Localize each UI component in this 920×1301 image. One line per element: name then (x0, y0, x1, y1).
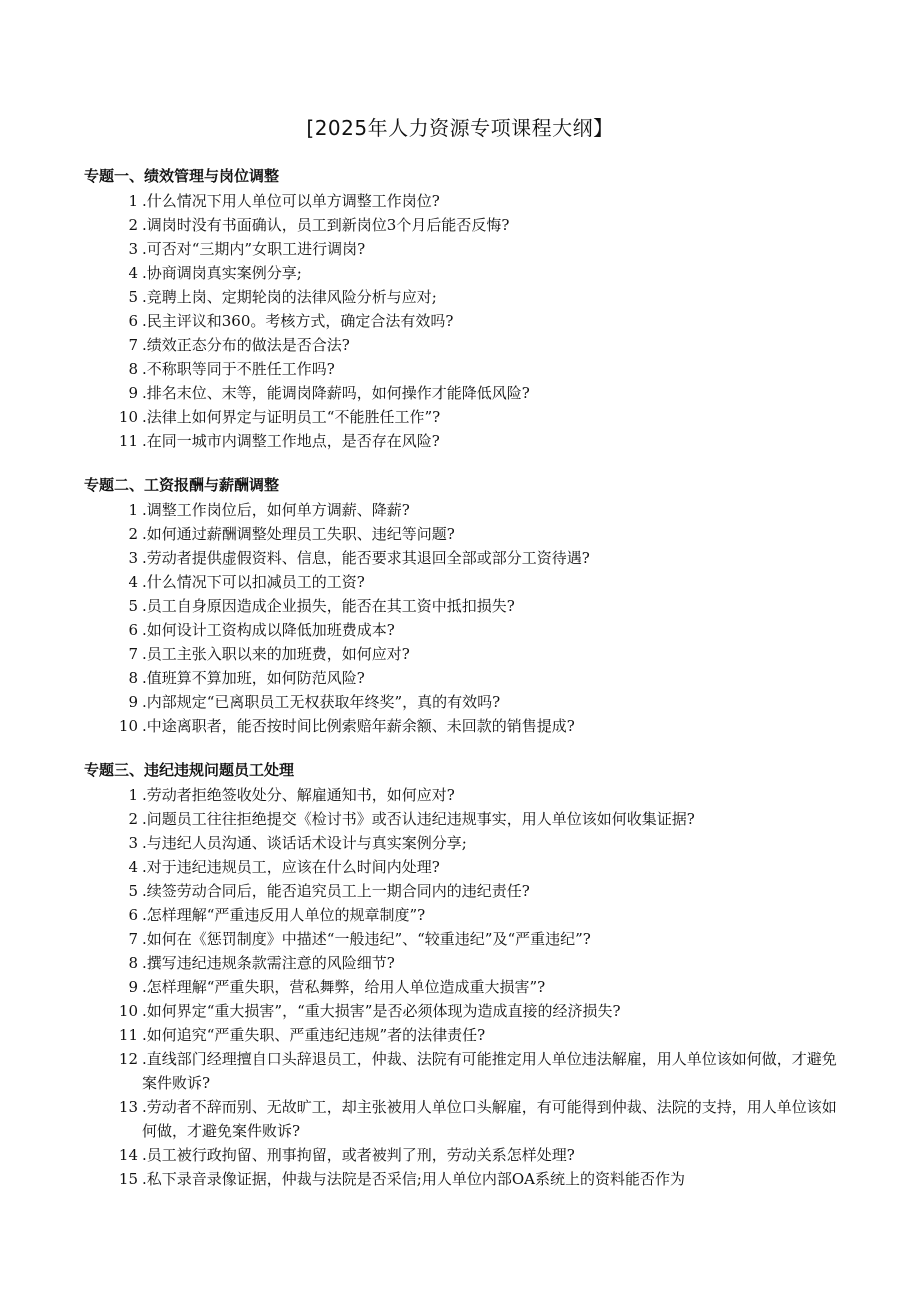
outline-item (84, 903, 844, 927)
outline-item (84, 690, 844, 714)
outline-item (84, 879, 844, 903)
item-text: .对于违纪违规员工，应该在什么时间内处理? (142, 858, 440, 876)
item-number: 4 (128, 573, 138, 591)
item-number: 9 (128, 693, 138, 711)
item-text: .如何追究“严重失职、严重违纪违规”者的法律责任? (142, 1026, 486, 1044)
item-number: 5 (128, 597, 138, 615)
item-number: 3 (128, 834, 138, 852)
outline-item (84, 261, 844, 285)
item-number: 5 (128, 288, 138, 306)
item-number: 9 (128, 384, 138, 402)
outline-item (84, 1023, 844, 1047)
item-number: 8 (128, 954, 138, 972)
section-2 (84, 475, 844, 738)
item-text: .民主评议和360。考核方式，确定合法有效吗? (142, 312, 454, 330)
item-number: 6 (128, 621, 138, 639)
item-text: .绩效正态分布的做法是否合法? (142, 336, 350, 354)
item-number: 2 (128, 810, 138, 828)
outline-item (84, 405, 844, 429)
item-number: 3 (128, 549, 138, 567)
item-text: .员工被行政拘留、刑事拘留，或者被判了刑，劳动关系怎样处理? (142, 1146, 575, 1164)
section-heading: 专题三、违纪违规问题员工处理 (84, 761, 295, 779)
item-text: .私下录音录像证据，仲裁与法院是否采信;用人单位内部OA系统上的资料能否作为 (142, 1170, 685, 1188)
item-number: 8 (128, 669, 138, 687)
item-text: .什么情况下用人单位可以单方调整工作岗位? (142, 192, 440, 210)
item-number: 3 (128, 240, 138, 258)
outline-item (84, 927, 844, 951)
outline-item (84, 807, 844, 831)
item-text: .劳动者拒绝签收处分、解雇通知书，如何应对? (142, 786, 455, 804)
item-number: 10 (118, 1002, 138, 1020)
item-text: .怎样理解“严重违反用人单位的规章制度”? (142, 906, 426, 924)
item-text: .如何设计工资构成以降低加班费成本? (142, 621, 395, 639)
item-text: .怎样理解“严重失职，营私舞弊，给用人单位造成重大损害”? (142, 978, 546, 996)
item-text: .如何通过薪酬调整处理员工失职、违纪等问题? (142, 525, 455, 543)
item-text: .调整工作岗位后，如何单方调薪、降薪? (142, 501, 410, 519)
outline-item (84, 999, 844, 1023)
outline-item (84, 831, 844, 855)
section-heading: 专题二、工资报酬与薪酬调整 (84, 476, 280, 494)
item-number: 6 (128, 312, 138, 330)
outline-item (84, 213, 844, 237)
section-3 (84, 760, 844, 1191)
item-number: 15 (118, 1170, 138, 1188)
item-number: 5 (128, 882, 138, 900)
outline-item (84, 546, 844, 570)
item-text: .中途离职者，能否按时间比例索赔年薪余额、未回款的销售提成? (142, 717, 575, 735)
outline-item (84, 975, 844, 999)
item-text: .可否对“三期内”女职工进行调岗? (142, 240, 366, 258)
item-text: .调岗时没有书面确认，员工到新岗位3个月后能否反悔? (142, 216, 510, 234)
outline-item (84, 783, 844, 807)
item-number: 6 (128, 906, 138, 924)
outline-item (84, 594, 844, 618)
outline-item (84, 1047, 844, 1095)
item-number: 13 (118, 1098, 138, 1116)
item-text: .续签劳动合同后，能否追究员工上一期合同内的违纪责任? (142, 882, 530, 900)
item-number: 8 (128, 360, 138, 378)
outline-item (84, 333, 844, 357)
item-number: 10 (118, 717, 138, 735)
section-items (84, 498, 844, 738)
outline-item (84, 714, 844, 738)
outline-item (84, 429, 844, 453)
item-number: 4 (128, 264, 138, 282)
outline-item (84, 642, 844, 666)
outline-item (84, 237, 844, 261)
item-text: .撰写违纪违规条款需注意的风险细节? (142, 954, 395, 972)
item-number: 7 (128, 930, 138, 948)
item-number: 11 (118, 432, 138, 450)
item-text: .劳动者提供虚假资料、信息，能否要求其退回全部或部分工资待遇? (142, 549, 590, 567)
section-items (84, 783, 844, 1191)
item-number: 1 (128, 192, 138, 210)
item-text: .员工自身原因造成企业损失，能否在其工资中抵扣损失? (142, 597, 515, 615)
item-text: .员工主张入职以来的加班费，如何应对? (142, 645, 410, 663)
item-text: .在同一城市内调整工作地点，是否存在风险? (142, 432, 440, 450)
item-number: 2 (128, 525, 138, 543)
outline-item (84, 570, 844, 594)
outline-item (84, 498, 844, 522)
item-number: 9 (128, 978, 138, 996)
outline-item (84, 666, 844, 690)
item-number: 4 (128, 858, 138, 876)
section-list (84, 166, 844, 1213)
item-number: 7 (128, 336, 138, 354)
item-text: .协商调岗真实案例分享; (142, 264, 302, 282)
item-number: 1 (128, 501, 138, 519)
outline-item (84, 951, 844, 975)
section-1 (84, 166, 844, 453)
item-text: .劳动者不辞而别、无故旷工，却主张被用人单位口头解雇，有可能得到仲裁、法院的支持，用人单位该如何做，才避免案件败诉? (142, 1098, 837, 1140)
outline-item (84, 1143, 844, 1167)
item-number: 12 (118, 1050, 138, 1068)
item-text: .值班算不算加班，如何防范风险? (142, 669, 365, 687)
item-number: 7 (128, 645, 138, 663)
section-heading: 专题一、绩效管理与岗位调整 (84, 167, 280, 185)
item-text: .内部规定“已离职员工无权获取年终奖”，真的有效吗? (142, 693, 501, 711)
outline-item (84, 522, 844, 546)
item-text: .排名末位、末等，能调岗降薪吗，如何操作才能降低风险? (142, 384, 530, 402)
item-number: 11 (118, 1026, 138, 1044)
document-title: [2025年人力资源专项课程大纲】 (306, 116, 614, 140)
outline-item (84, 285, 844, 309)
item-text: .竞聘上岗、定期轮岗的法律风险分析与应对; (142, 288, 437, 306)
outline-item (84, 309, 844, 333)
item-text: .如何界定“重大损害”，“重大损害”是否必须体现为造成直接的经济损失? (142, 1002, 621, 1020)
outline-item (84, 1095, 844, 1143)
outline-item (84, 1167, 844, 1191)
outline-item (84, 189, 844, 213)
item-text: .不称职等同于不胜任工作吗? (142, 360, 335, 378)
outline-item (84, 618, 844, 642)
section-items (84, 189, 844, 453)
outline-item (84, 357, 844, 381)
item-number: 10 (118, 408, 138, 426)
item-text: .与违纪人员沟通、谈话话术设计与真实案例分享; (142, 834, 467, 852)
outline-item (84, 381, 844, 405)
item-number: 2 (128, 216, 138, 234)
item-text: .法律上如何界定与证明员工“不能胜任工作”? (142, 408, 441, 426)
item-number: 1 (128, 786, 138, 804)
item-text: .问题员工往往拒绝提交《检讨书》或否认违纪违规事实，用人单位该如何收集证据? (142, 810, 695, 828)
item-number: 14 (118, 1146, 138, 1164)
item-text: .什么情况下可以扣减员工的工资? (142, 573, 365, 591)
outline-item (84, 855, 844, 879)
item-text: .如何在《惩罚制度》中描述“一般违纪”、“较重违纪”及“严重违纪”? (142, 930, 591, 948)
item-text: .直线部门经理擅自口头辞退员工，仲裁、法院有可能推定用人单位违法解雇，用人单位该如何做，才避免案件败诉? (142, 1050, 837, 1092)
